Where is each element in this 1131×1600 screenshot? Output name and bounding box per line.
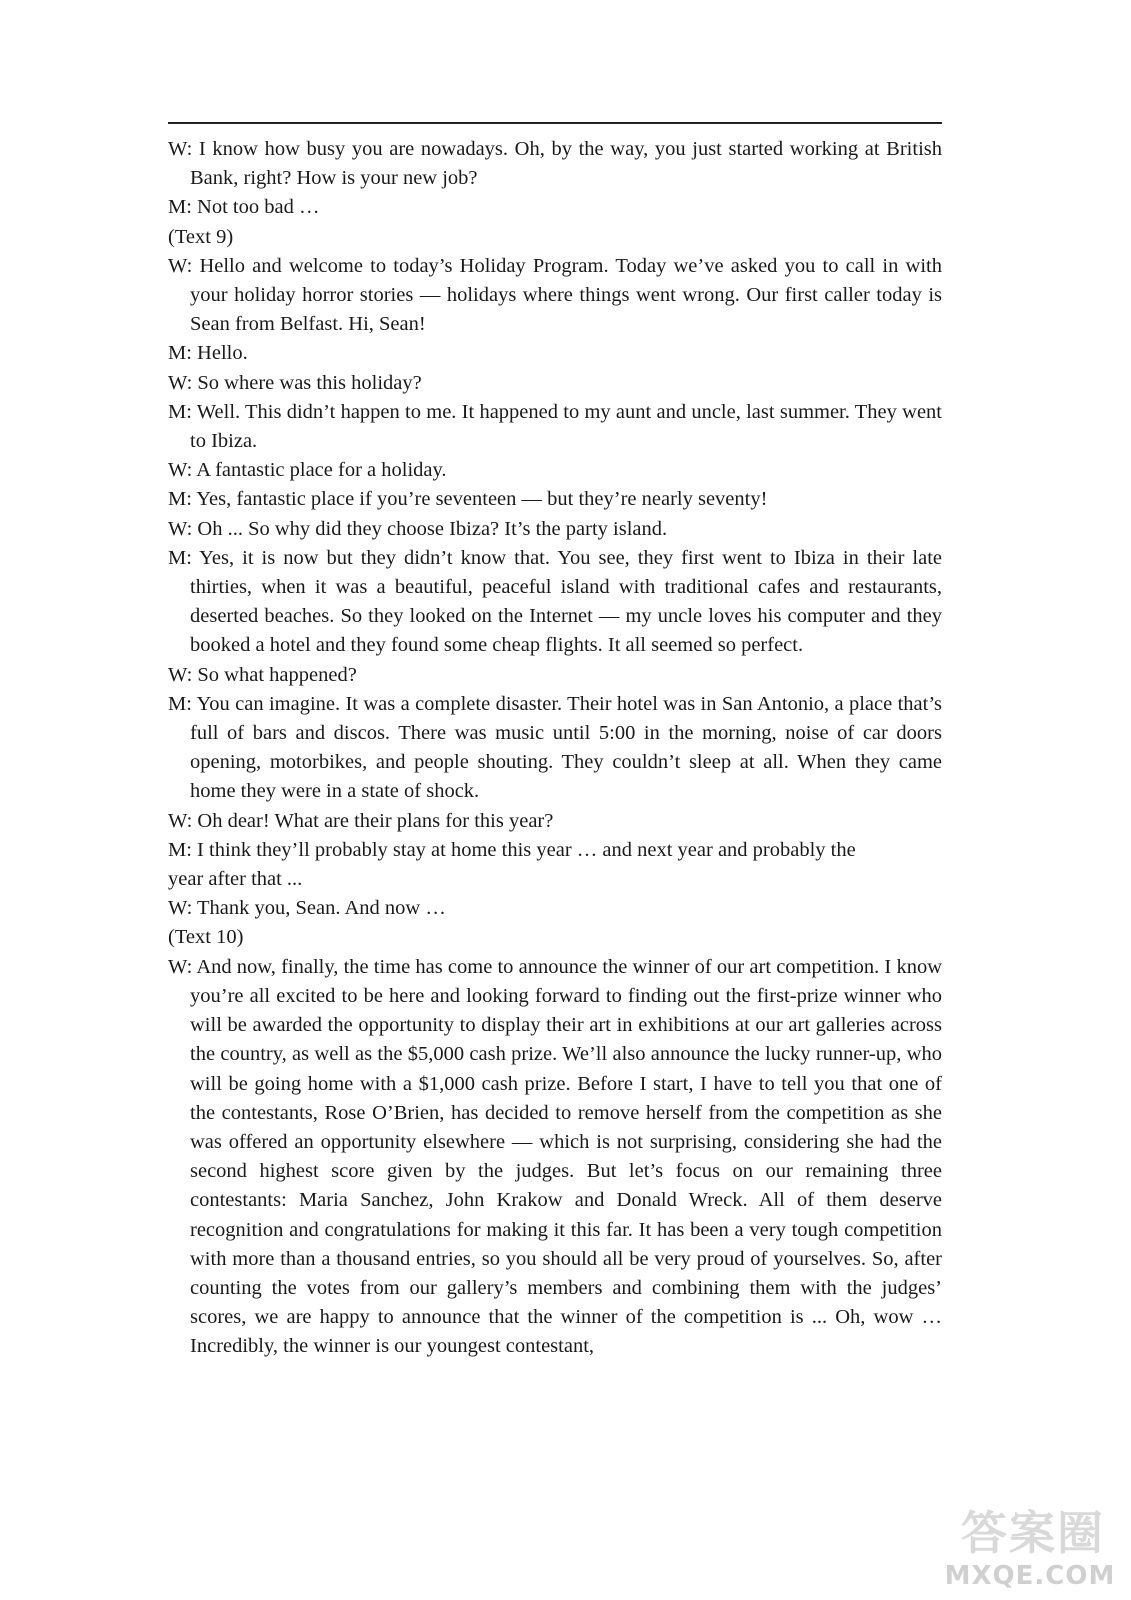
dialogue-line: M: Yes, fantastic place if you’re seventeen — but they’re nearly seventy! xyxy=(168,488,768,511)
dialogue-line: W: Oh ... So why did they choose Ibiza? It’s the party island. xyxy=(168,517,668,540)
header-rule xyxy=(168,122,942,124)
dialogue-line: M: Well. This didn’t happen to me. It happened to my aunt and uncle, last summer. They went to Ibiza. xyxy=(168,400,942,453)
dialogue-line: W: So where was this holiday? xyxy=(168,371,422,394)
dialogue-line: W: And now, finally, the time has come to announce the winner of our art competition. I know you’re all excited to be here and looking forward to finding out the first-prize winner who will be awarded the opportunity to display their art in exhibitions at our art galleries across the country, as well as the $5,000 cash prize. We’ll also announce the lucky runner-up, who will be going home with a $1,000 cash prize. Before I start, I have to tell you that one of the contestants, Rose O’Brien, has decided to remove herself from the competition as she was offered an opportunity elsewhere — which is not surprising, considering she had the second highest score given by the judges. But let’s focus on our remaining three contestants: Maria Sanchez, John Krakow and Donald Wreck. All of them deserve recognition and congratulations for making it this far. It has been a very tough competition with more than a thousand entries, so you should all be very proud of yourselves. So, after counting the votes from our gallery’s members and combining them with the judges’ scores, we are happy to announce that the winner of the competition is ... Oh, wow … Incredibly, the winner is our youngest contestant, xyxy=(168,955,942,1358)
dialogue-line: M: You can imagine. It was a complete disaster. Their hotel was in San Antonio, a place that’s full of bars and discos. There was music until 5:00 in the morning, noise of car doors opening, motorbikes, and people shouting. They couldn’t sleep at all. When they came home they were in a state of shock. xyxy=(168,692,942,803)
dialogue-line: W: A fantastic place for a holiday. xyxy=(168,459,447,482)
dialogue-line: W: I know how busy you are nowadays. Oh, by the way, you just started working at British Bank, right? How is your new job? xyxy=(168,138,942,190)
dialogue-line: W: Thank you, Sean. And now … xyxy=(168,897,446,920)
dialogue-line: W: Oh dear! What are their plans for this year? xyxy=(168,809,554,832)
dialogue-line: W: So what happened? xyxy=(168,663,357,686)
transcript-text xyxy=(168,135,942,1362)
section-label: (Text 10) xyxy=(168,926,244,949)
dialogue-line: M: Hello. xyxy=(168,342,248,365)
watermark-logo-text: 答案圈 xyxy=(961,1506,1105,1560)
dialogue-line-continuation: year after that ... xyxy=(168,868,303,891)
section-label: (Text 9) xyxy=(168,225,234,248)
watermark-site-text: MXQE.COM xyxy=(944,1561,1116,1591)
dialogue-line: M: Not too bad … xyxy=(168,196,320,219)
dialogue-line: W: Hello and welcome to today’s Holiday Program. Today we’ve asked you to call in with your holiday horror stories — holidays where things went wrong. Our first caller today is Sean from Belfast. Hi, Sean! xyxy=(168,254,942,336)
dialogue-line: M: I think they’ll probably stay at home this year … and next year and probably the xyxy=(168,838,856,861)
watermark-logo xyxy=(940,1505,1120,1595)
dialogue-line: M: Yes, it is now but they didn’t know that. You see, they first went to Ibiza in their late thirties, when it was a beautiful, peaceful island with traditional cafes and restaurants, deserted beaches. So they looked on the Internet — my uncle loves his computer and they booked a hotel and they found some cheap flights. It all seemed so perfect. xyxy=(168,546,942,657)
